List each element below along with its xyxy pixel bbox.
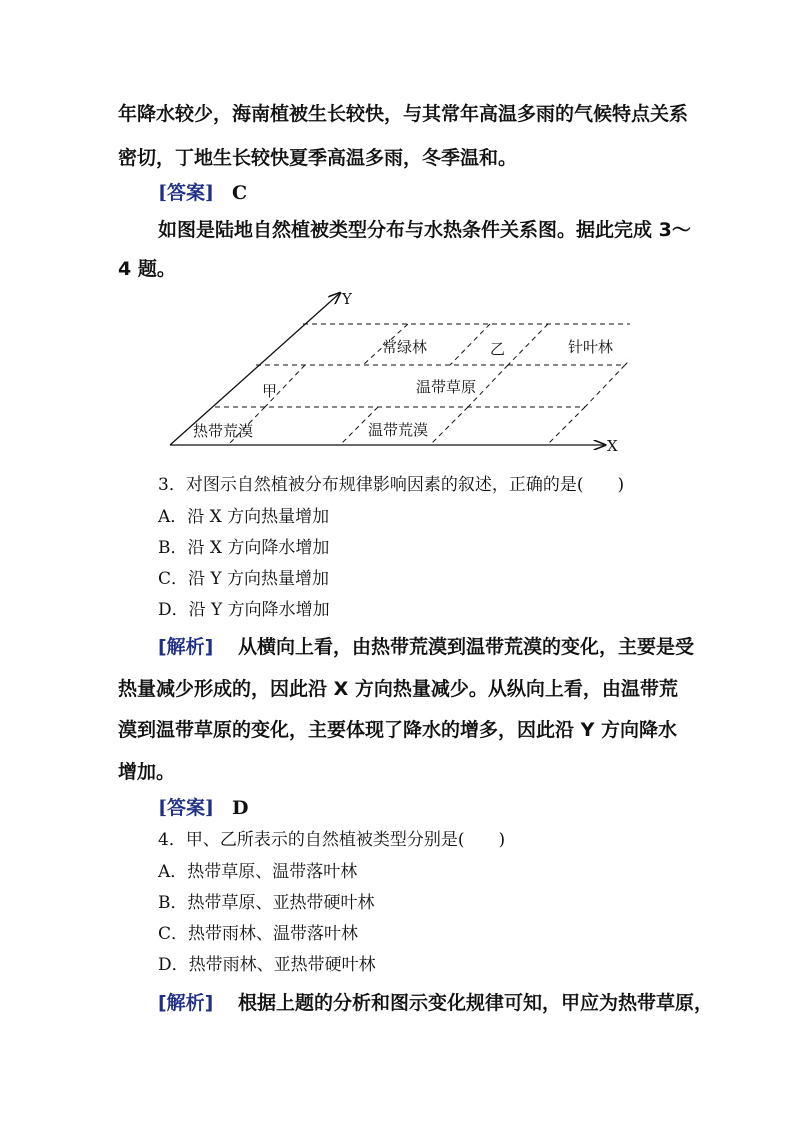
x-axis-label: X: [607, 437, 618, 455]
intro-line: 如图是陆地自然植被类型分布与水热条件关系图。据此完成 3～: [158, 219, 691, 241]
question-4-option-d: D．热带雨林、亚热带硬叶林: [158, 955, 376, 975]
analysis-line: [158, 991, 713, 1015]
grid-line: [508, 324, 548, 365]
intro-line: 4 题。: [118, 258, 176, 280]
question-3-option-d: D．沿 Y 方向降水增加: [158, 600, 330, 620]
analysis-line: [158, 635, 694, 659]
answer-line: [158, 181, 247, 205]
grid-line: [547, 407, 585, 445]
region-label: 温带荒漠: [368, 421, 429, 439]
analysis-label: [解析]: [158, 636, 214, 658]
question-3-option-c: C．沿 Y 方向热量增加: [158, 569, 330, 589]
region-label: 常绿林: [382, 338, 428, 356]
analysis-line: 热量减少形成的，因此沿 X 方向热量减少。从纵向上看，由温带荒: [118, 678, 678, 700]
vegetation-diagram: [160, 285, 630, 455]
region-label: 甲: [262, 382, 278, 400]
region-label: 温带草原: [416, 378, 477, 396]
analysis-line: 增加。: [118, 761, 176, 783]
question-4-option-b: B．热带草原、亚热带硬叶林: [158, 893, 375, 913]
region-label: 热带荒漠: [193, 422, 254, 440]
grid-line: [430, 407, 468, 445]
question-4-stem: 4．甲、乙所表示的自然植被类型分别是( ): [158, 830, 506, 850]
paragraph-line: 年降水较少，海南植被生长较快，与其常年高温多雨的气候特点关系: [118, 103, 689, 125]
question-4-option-c: C．热带雨林、温带落叶林: [158, 924, 359, 944]
analysis-line: 漠到温带草原的变化，主要体现了降水的增多，因此沿 Y 方向降水: [118, 719, 677, 741]
analysis-label: [解析]: [158, 992, 214, 1014]
answer-value: D: [232, 797, 249, 819]
question-4-option-a: A．热带草原、温带落叶林: [158, 862, 358, 882]
question-3-option-a: A．沿 X 方向热量增加: [158, 507, 330, 527]
question-3-stem: 3．对图示自然植被分布规律影响因素的叙述，正确的是( ): [158, 475, 625, 495]
paragraph-line: 密切，丁地生长较快夏季高温多雨，冬季温和。: [118, 147, 518, 169]
grid-line: [585, 365, 625, 407]
answer-line: [158, 796, 249, 820]
analysis-text: 根据上题的分析和图示变化规律可知，甲应为热带草原，: [238, 992, 714, 1014]
region-label: 针叶林: [568, 338, 614, 356]
region-label: 乙: [490, 340, 506, 358]
question-3-option-b: B．沿 X 方向降水增加: [158, 538, 330, 558]
answer-label: [答案]: [158, 797, 214, 819]
answer-label: [答案]: [158, 182, 214, 204]
analysis-text: 从横向上看，由热带荒漠到温带荒漠的变化，主要是受: [238, 636, 695, 658]
y-axis-label: Y: [342, 290, 352, 308]
grid-line: [625, 324, 630, 365]
grid-line: [450, 324, 490, 365]
answer-value: C: [232, 182, 248, 204]
